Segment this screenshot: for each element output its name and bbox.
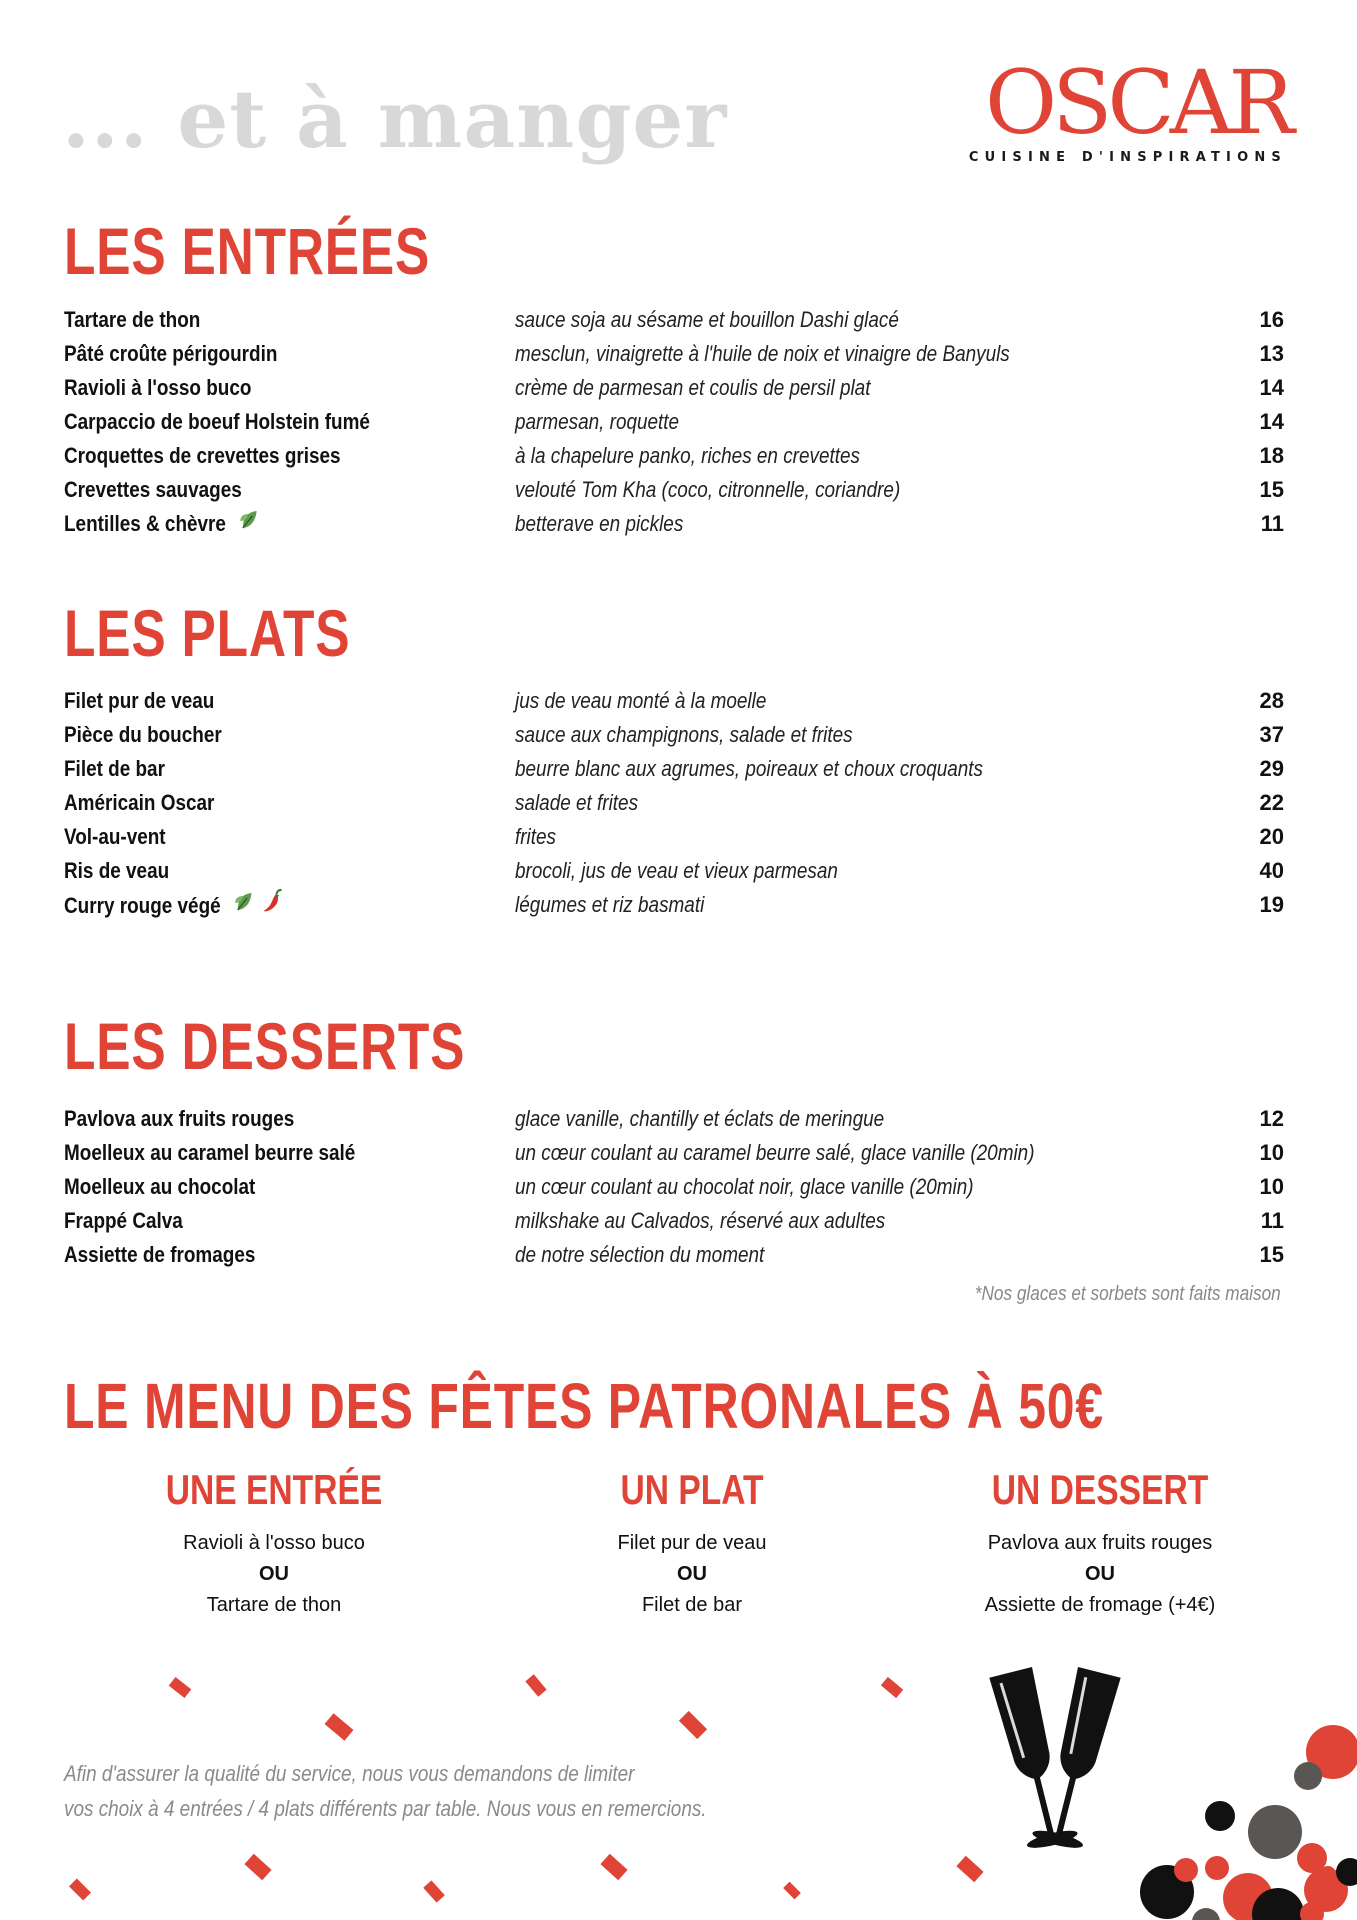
dish-price: 40 — [1259, 858, 1284, 883]
menu-item — [64, 473, 1284, 507]
dish-name: Tartare de thon — [64, 307, 201, 332]
dish-description: betterave en pickles — [515, 511, 684, 536]
set-menu-course-entree — [94, 1462, 454, 1621]
brand-subtitle: CUISINE D'INSPIRATIONS — [968, 150, 1287, 165]
dish-description: beurre blanc aux agrumes, poireaux et choux croquants — [515, 756, 984, 781]
course-option: Ravioli à l'osso buco — [183, 1532, 365, 1554]
section-title-plats: LES PLATS — [64, 596, 351, 670]
menu-item — [64, 507, 1284, 541]
confetti-piece — [783, 1882, 801, 1900]
confetti-piece — [679, 1711, 707, 1739]
dish-price: 12 — [1259, 1106, 1284, 1131]
course-option: Filet de bar — [641, 1594, 743, 1616]
footer-note-line: vos choix à 4 entrées / 4 plats différents par table. Nous vous en remercions. — [64, 1796, 707, 1821]
confetti-piece — [423, 1880, 445, 1902]
menu-item — [64, 786, 1284, 820]
confetti-piece — [169, 1677, 192, 1698]
dish-name: Ravioli à l'osso buco — [64, 375, 252, 400]
desserts-list — [64, 1102, 1284, 1272]
dish-name: Moelleux au chocolat — [64, 1174, 256, 1199]
course-option: Pavlova aux fruits rouges — [987, 1532, 1213, 1554]
tagline: ... et à manger — [62, 72, 728, 166]
course-option: Filet pur de veau — [617, 1532, 767, 1554]
dish-price: 37 — [1259, 722, 1284, 747]
dish-price: 20 — [1259, 824, 1284, 849]
confetti-piece — [325, 1713, 354, 1740]
dish-price: 28 — [1259, 688, 1284, 713]
spicy-pepper-icon — [260, 888, 284, 926]
dish-name: Pâté croûte périgourdin — [64, 341, 278, 366]
dish-description: un cœur coulant au chocolat noir, glace vanille (20min) — [515, 1174, 974, 1199]
dish-name: Frappé Calva — [64, 1208, 183, 1233]
dish-description: glace vanille, chantilly et éclats de meringue — [515, 1106, 885, 1131]
menu-item — [64, 1136, 1284, 1170]
menu-item — [64, 439, 1284, 473]
vegetarian-leaf-icon — [238, 507, 260, 543]
menu-item — [64, 1238, 1284, 1272]
menu-item — [64, 303, 1284, 337]
dish-price: 19 — [1259, 892, 1284, 917]
dish-name: Pièce du boucher — [64, 722, 222, 747]
brand-logo: OSCAR — [985, 51, 1290, 154]
dish-name: Ris de veau — [64, 858, 170, 883]
dish-name: Assiette de fromages — [64, 1242, 256, 1267]
confetti-piece — [881, 1677, 903, 1698]
dish-name: Croquettes de crevettes grises — [64, 443, 341, 468]
course-option: Tartare de thon — [206, 1594, 342, 1616]
course-title: UN DESSERT — [991, 1466, 1209, 1513]
dish-name-text: Lentilles & chèvre — [64, 511, 226, 536]
menu-item — [64, 752, 1284, 786]
menu-item — [64, 1102, 1284, 1136]
course-separator: OU — [677, 1563, 707, 1585]
course-separator: OU — [1085, 1563, 1115, 1585]
dish-name — [64, 507, 260, 543]
dish-name-text: Curry rouge végé — [64, 892, 221, 918]
dish-description: légumes et riz basmati — [515, 892, 705, 917]
dish-price: 14 — [1259, 375, 1284, 400]
confetti-piece — [525, 1674, 546, 1696]
dish-price: 10 — [1259, 1140, 1284, 1165]
set-menu-course-plat — [512, 1462, 872, 1621]
dish-name: Américain Oscar — [64, 790, 215, 815]
set-menu-course-dessert — [920, 1462, 1280, 1621]
champagne-glasses-icon — [960, 1660, 1357, 1920]
dish-name: Filet de bar — [64, 756, 165, 781]
dish-description: un cœur coulant au caramel beurre salé, glace vanille (20min) — [515, 1140, 1035, 1165]
course-separator: OU — [259, 1563, 289, 1585]
dish-description: crème de parmesan et coulis de persil plat — [515, 375, 871, 400]
dish-description: sauce aux champignons, salade et frites — [515, 722, 853, 747]
dish-price: 11 — [1260, 1208, 1284, 1233]
dish-description: brocoli, jus de veau et vieux parmesan — [515, 858, 838, 883]
dish-description: à la chapelure panko, riches en crevettes — [515, 443, 860, 468]
dish-description: de notre sélection du moment — [515, 1242, 765, 1267]
dish-price: 22 — [1259, 790, 1284, 815]
dish-price: 15 — [1259, 477, 1284, 502]
dish-name: Moelleux au caramel beurre salé — [64, 1140, 356, 1165]
dish-name — [64, 888, 284, 926]
confetti-piece — [69, 1879, 91, 1901]
menu-item — [64, 371, 1284, 405]
dish-description: frites — [515, 824, 557, 849]
menu-item — [64, 718, 1284, 752]
dish-name: Filet pur de veau — [64, 688, 215, 713]
confetti-piece — [600, 1854, 627, 1880]
dish-description: velouté Tom Kha (coco, citronnelle, coriandre) — [515, 477, 901, 502]
dessert-note: *Nos glaces et sorbets sont faits maison — [975, 1283, 1281, 1305]
dish-name: Carpaccio de boeuf Holstein fumé — [64, 409, 370, 434]
menu-item — [64, 888, 1284, 922]
section-title-desserts: LES DESSERTS — [64, 1009, 466, 1083]
menu-item — [64, 1170, 1284, 1204]
menu-item — [64, 684, 1284, 718]
dish-price: 18 — [1259, 443, 1284, 468]
dish-name: Vol-au-vent — [64, 824, 166, 849]
vegetarian-leaf-icon — [233, 889, 255, 925]
dish-name: Crevettes sauvages — [64, 477, 242, 502]
course-title: UN PLAT — [620, 1466, 764, 1513]
menu-item — [64, 854, 1284, 888]
set-menu-title: LE MENU DES FÊTES PATRONALES À 50€ — [64, 1370, 1104, 1442]
plats-list — [64, 684, 1284, 922]
dish-description: sauce soja au sésame et bouillon Dashi glacé — [515, 307, 899, 332]
footer-note-line: Afin d'assurer la qualité du service, nous vous demandons de limiter — [64, 1761, 635, 1786]
dish-name: Pavlova aux fruits rouges — [64, 1106, 295, 1131]
dish-description: milkshake au Calvados, réservé aux adultes — [515, 1208, 886, 1233]
section-title-entrees: LES ENTRÉES — [64, 214, 431, 288]
entrees-list — [64, 303, 1284, 541]
dish-price: 13 — [1259, 341, 1284, 366]
menu-item — [64, 405, 1284, 439]
menu-item — [64, 1204, 1284, 1238]
menu-item — [64, 337, 1284, 371]
course-option: Assiette de fromage (+4€) — [984, 1594, 1216, 1616]
dish-description: salade et frites — [515, 790, 639, 815]
dish-description: mesclun, vinaigrette à l'huile de noix et vinaigre de Banyuls — [515, 341, 1010, 366]
dish-price: 16 — [1259, 307, 1284, 332]
footer-note — [64, 1756, 707, 1826]
dish-description: parmesan, roquette — [515, 409, 680, 434]
dish-price: 10 — [1259, 1174, 1284, 1199]
course-title: UNE ENTRÉE — [165, 1466, 383, 1513]
confetti-piece — [244, 1854, 271, 1880]
dish-description: jus de veau monté à la moelle — [515, 688, 767, 713]
dish-price: 29 — [1259, 756, 1284, 781]
dish-price: 15 — [1259, 1242, 1284, 1267]
dish-price: 11 — [1260, 511, 1284, 536]
dish-price: 14 — [1259, 409, 1284, 434]
menu-item — [64, 820, 1284, 854]
